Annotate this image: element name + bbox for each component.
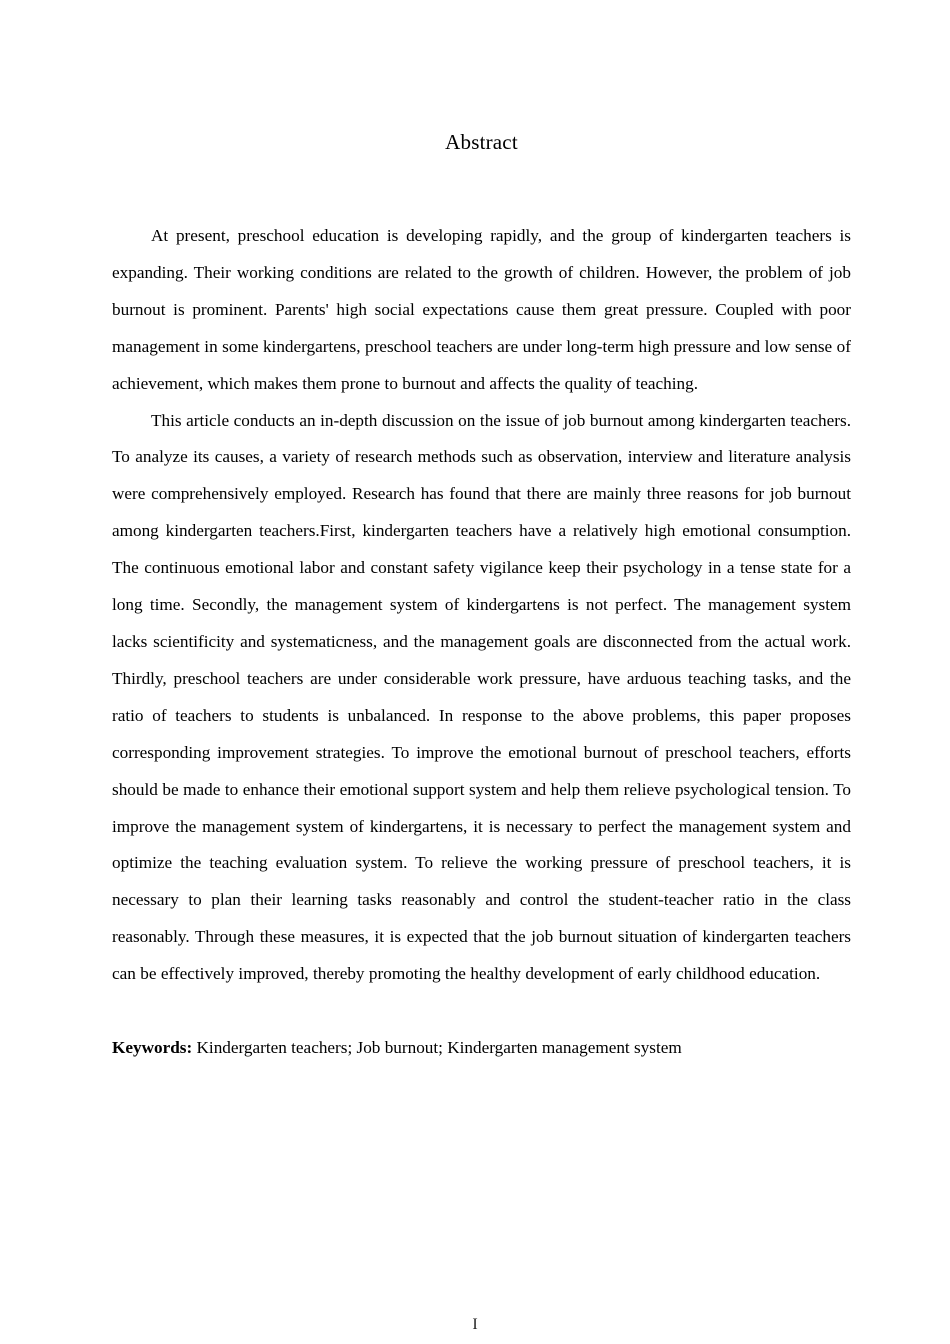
abstract-paragraph-2: This article conducts an in-depth discussion on the issue of job burnout among kindergarten teachers. To analyze its causes, a variety of research methods such as observation, interview and literature analysis were comprehensively employed. Research has found that there are mainly three reasons for job burnout among kindergarten teachers.First, kindergarten teachers have a relatively high emotional consumption. The continuous emotional labor and constant safety vigilance keep their psychology in a tense state for a long time. Secondly, the management system of kindergartens is not perfect. The management system lacks scientificity and systematicness, and the management goals are disconnected from the actual work. Thirdly, preschool teachers are under considerable work pressure, have arduous teaching tasks, and the ratio of teachers to students is unbalanced. In response to the above problems, this paper proposes corresponding improvement strategies. To improve the emotional burnout of preschool teachers, efforts should be made to enhance their emotional support system and help them relieve psychological tension. To improve the management system of kindergartens, it is necessary to perfect the management system and optimize the teaching evaluation system. To relieve the working pressure of preschool teachers, it is necessary to plan their learning tasks reasonably and control the student-teacher ratio in the class reasonably. Through these measures, it is expected that the job burnout situation of kindergarten teachers can be effectively improved, thereby promoting the healthy development of early childhood education. bbox=[112, 410, 851, 984]
keywords-line bbox=[112, 1030, 851, 1067]
keywords-label: Keywords: bbox=[112, 1038, 193, 1058]
page-content bbox=[112, 0, 851, 1067]
title-spacer bbox=[112, 156, 851, 218]
page-number: I bbox=[472, 1316, 478, 1333]
page-title: Abstract bbox=[445, 130, 518, 154]
abstract-paragraph-1: At present, preschool education is developing rapidly, and the group of kindergarten teachers is expanding. Their working conditions are related to the growth of children. However, the problem of job burnout is prominent. Parents' high social expectations cause them great pressure. Coupled with poor management in some kindergartens, preschool teachers are under long-term high pressure and low sense of achievement, which makes them prone to burnout and affects the quality of teaching. bbox=[112, 226, 851, 393]
keywords-spacer bbox=[112, 993, 851, 1030]
keywords-value: Kindergarten teachers; Job burnout; Kindergarten management system bbox=[192, 1038, 682, 1058]
